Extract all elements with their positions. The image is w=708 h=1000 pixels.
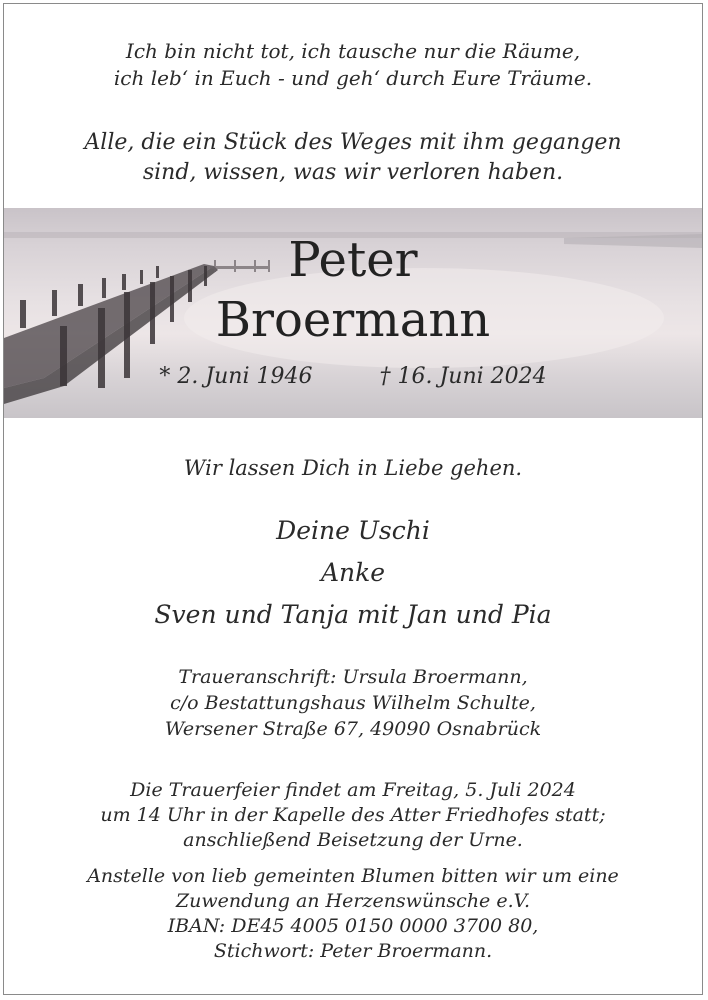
birth-date: * 2. Juni 1946 [159,364,313,389]
donation-line: Zuwendung an Herzenswünsche e.V. [175,890,531,912]
deceased-last-name: Broermann [215,292,491,348]
ceremony-notice [4,778,702,853]
verse-line: ich leb‘ in Euch - und geh‘ durch Eure Träume. [113,66,593,90]
deceased-first-name: Peter [288,232,418,288]
verse-line: Ich bin nicht tot, ich tausche nur die Räume, [125,39,581,63]
address-line: Traueranschrift: Ursula Broermann, [178,666,528,688]
death-date: † 16. Juni 2024 [379,364,547,389]
verse-line: Alle, die ein Stück des Weges mit ihm gegangen [84,130,622,155]
life-dates [4,364,702,389]
ceremony-line: anschließend Beisetzung der Urne. [183,829,523,851]
family-member: Deine Uschi [276,516,430,545]
donation-line: Anstelle von lieb gemeinten Blumen bitten wir um eine [87,865,619,887]
family-member: Sven und Tanja mit Jan und Pia [154,600,552,629]
mourning-address [4,664,702,742]
farewell-line: Wir lassen Dich in Liebe gehen. [183,456,523,480]
donation-line: Stichwort: Peter Broermann. [213,940,493,962]
donation-notice [4,864,702,964]
verse-quote-2 [4,128,702,188]
verse-quote [4,38,702,92]
jetty-lake-banner [4,208,702,418]
address-line: c/o Bestattungshaus Wilhelm Schulte, [170,692,536,714]
family-member: Anke [320,558,386,587]
verse-line: sind, wissen, was wir verloren haben. [142,160,564,185]
donation-line: IBAN: DE45 4005 0150 0000 3700 80, [167,915,539,937]
ceremony-line: um 14 Uhr in der Kapelle des Atter Friedhofes statt; [100,804,606,826]
family-list [4,510,702,636]
ceremony-line: Die Trauerfeier findet am Freitag, 5. Juli 2024 [130,779,576,801]
address-line: Wersener Straße 67, 49090 Osnabrück [164,718,542,740]
obituary-card [3,3,703,995]
